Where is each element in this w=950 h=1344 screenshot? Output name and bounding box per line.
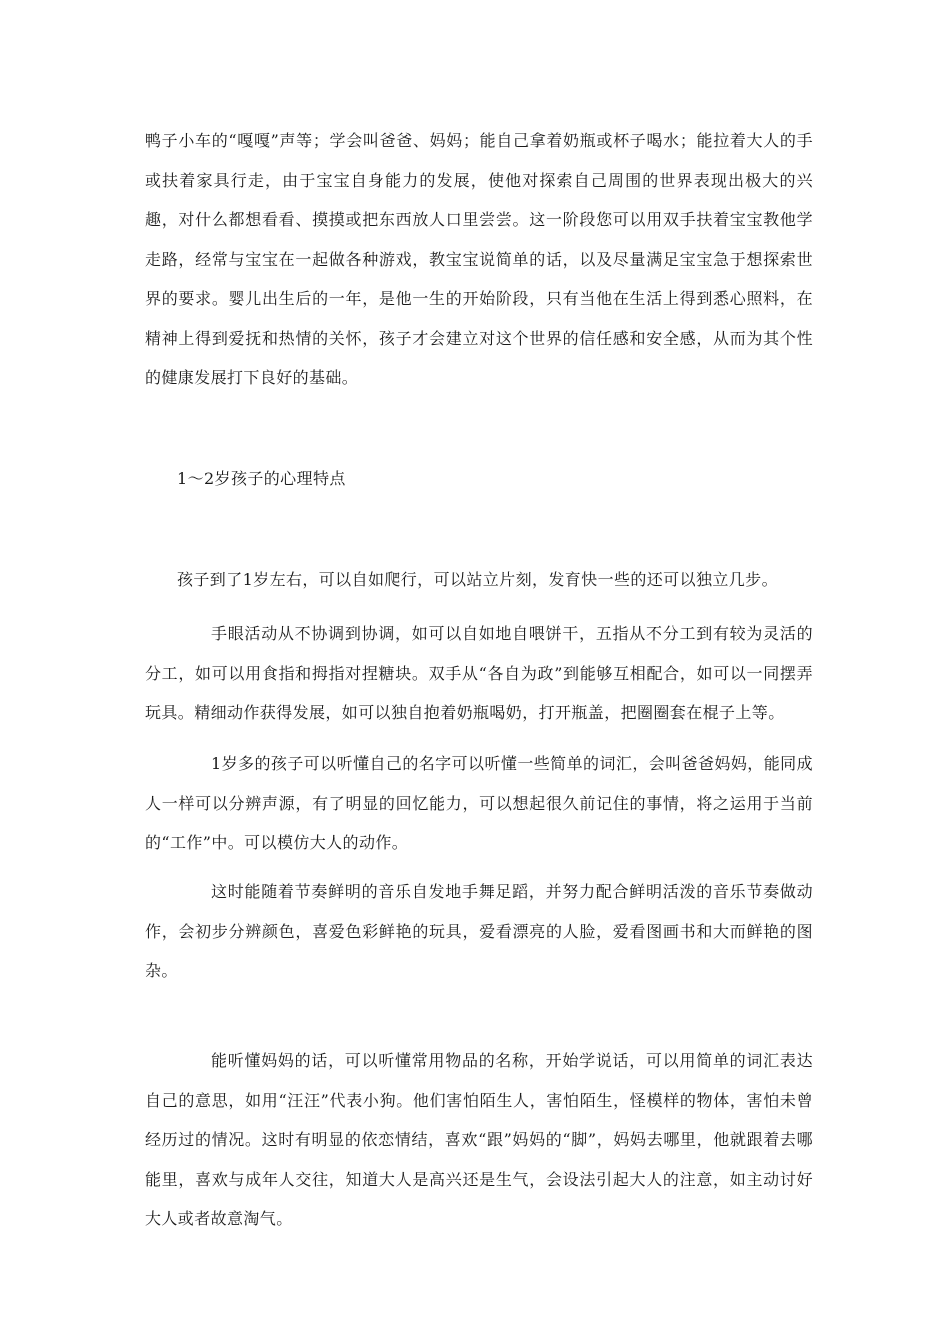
paragraph-2: 手眼活动从不协调到协调，如可以自如地自喂饼干，五指从不分工到有较为灵活的分工，如可以用食指和拇指对捏糖块。双手从“各自为政”到能够互相配合，如可以一同摆弄玩具。精细动作获得发展，如可以独自抱着奶瓶喝奶，打开瓶盖，把圈圈套在棍子上等。	[145, 624, 813, 722]
paragraph-4: 这时能随着节奏鲜明的音乐自发地手舞足蹈，并努力配合鲜明活泼的音乐节奏做动作，会初步分辨颜色，喜爱色彩鲜艳的玩具，爱看漂亮的人脸，爱看图画书和大而鲜艳的图杂。	[145, 882, 813, 980]
intro-paragraph: 鸭子小车的“嘎嘎”声等；学会叫爸爸、妈妈；能自己拿着奶瓶或杯子喝水；能拉着大人的手或扶着家具行走，由于宝宝自身能力的发展，使他对探索自己周围的世界表现出极大的兴趣，对什么都想看看、摸摸或把东西放人口里尝尝。这一阶段您可以用双手扶着宝宝教他学走路，经常与宝宝在一起做各种游戏，教宝宝说简单的话，以及尽量满足宝宝急于想探索世界的要求。婴儿出生后的一年，是他一生的开始阶段，只有当他在生活上得到悉心照料，在精神上得到爱抚和热情的关怀，孩子才会建立对这个世界的信任感和安全感，从而为其个性的健康发展打下良好的基础。	[145, 131, 813, 387]
paragraph-5: 能听懂妈妈的话，可以听懂常用物品的名称，开始学说话，可以用简单的词汇表达自己的意思，如用“汪汪”代表小狗。他们害怕陌生人，害怕陌生，怪模样的物体，害怕未曾经历过的情况。这时有明显的依恋情结，喜欢“跟”妈妈的“脚”，妈妈去哪里，他就跟着去哪能里，喜欢与成年人交往，知道大人是高兴还是生气，会设法引起大人的注意，如主动讨好大人或者故意淘气。	[145, 1051, 813, 1228]
section-heading: 1～2岁孩子的心理特点	[177, 469, 346, 488]
paragraph-3: 1岁多的孩子可以听懂自己的名字可以听懂一些简单的词汇，会叫爸爸妈妈，能同成人一样可以分辨声源，有了明显的回忆能力，可以想起很久前记住的事情，将之运用于当前的“工作”中。可以模仿大人的动作。	[145, 754, 813, 852]
paragraph-1: 孩子到了1岁左右，可以自如爬行，可以站立片刻，发育快一些的还可以独立几步。	[177, 570, 778, 589]
